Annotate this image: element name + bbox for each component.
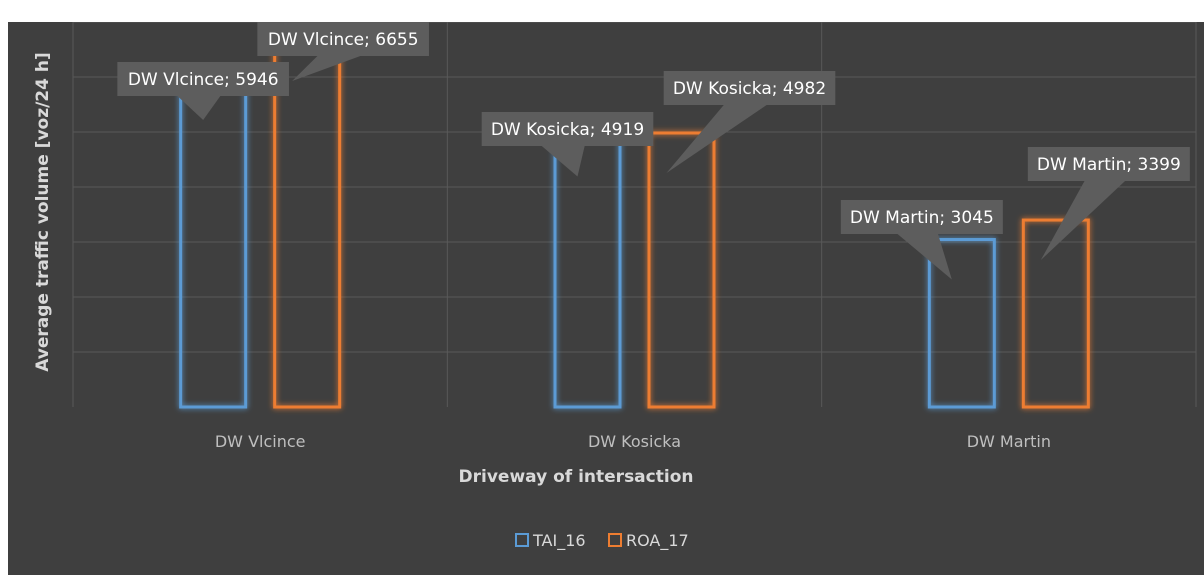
x-axis-title: Driveway of intersaction — [458, 467, 694, 487]
category-label: DW Kosicka — [587, 432, 682, 451]
bar-roa-17 — [649, 133, 714, 407]
bar-tai-16 — [181, 80, 246, 407]
legend-swatch — [516, 534, 528, 546]
legend-label: TAI_16 — [533, 531, 586, 550]
legend-label: ROA_17 — [626, 531, 689, 550]
data-label: DW Kosicka; 4982 — [672, 79, 827, 99]
legend — [516, 531, 689, 551]
category-labels — [215, 432, 1051, 451]
y-axis-title: Average traffic volume [voz/24 h] — [33, 52, 53, 372]
chart-svg — [8, 22, 1204, 575]
data-label-pointer — [542, 146, 585, 176]
category-label: DW Vlcince — [214, 432, 306, 451]
data-label-pointer — [177, 96, 220, 120]
bar-tai-16 — [555, 136, 620, 407]
legend-swatch — [609, 534, 621, 546]
data-label-pointer — [667, 105, 767, 173]
bar-roa-17 — [1023, 220, 1088, 407]
data-labels — [117, 22, 1189, 280]
data-label: DW Martin; 3399 — [1036, 155, 1181, 175]
data-label: DW Martin; 3045 — [849, 208, 994, 228]
data-label: DW Kosicka; 4919 — [490, 120, 645, 140]
data-label: DW Vlcince; 6655 — [267, 30, 419, 50]
chart-area — [8, 22, 1204, 575]
category-label: DW Martin — [966, 432, 1051, 451]
data-label: DW Vlcince; 5946 — [127, 70, 279, 90]
